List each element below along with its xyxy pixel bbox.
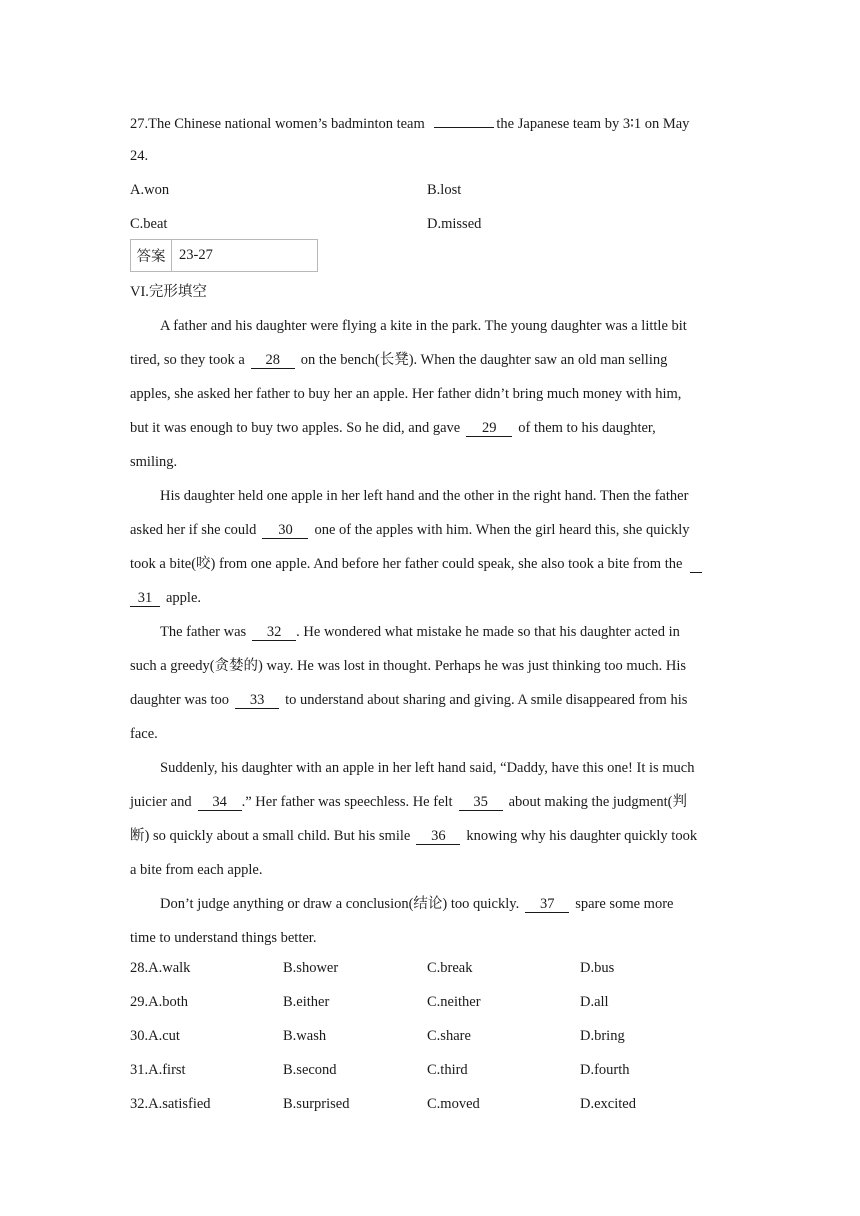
passage-line: His daughter held one apple in her left hand and the other in the right hand. Then the father <box>160 488 689 504</box>
q27-option-c: C.beat <box>130 216 168 232</box>
passage-text: . He wondered what mistake he made so that his daughter acted in <box>296 624 680 640</box>
passage-text: daughter was too <box>130 692 230 708</box>
choice-28-a: 28.A.walk <box>130 960 191 976</box>
blank-31: 31 <box>130 590 160 607</box>
passage-text: took a bite(咬) from one apple. And before her father could speak, she also took a bite from the <box>130 556 683 572</box>
answer-value: 23-27 <box>179 247 213 263</box>
passage-line: such a greedy(贪婪的) way. He was lost in thought. Perhaps he was just thinking too much. His <box>130 658 687 674</box>
choice-29-d: D.all <box>580 994 609 1010</box>
choice-29-b: B.either <box>283 994 330 1010</box>
passage-line <box>160 623 680 641</box>
passage-line <box>130 521 689 539</box>
blank-35: 35 <box>459 794 503 811</box>
passage-text: spare some more <box>575 896 674 912</box>
passage-text: about making the judgment(判 <box>508 794 687 810</box>
choice-29-c: C.neither <box>427 994 481 1010</box>
passage-text: The father was <box>160 624 247 640</box>
q27-option-b: B.lost <box>427 182 462 198</box>
passage-line: face. <box>130 726 158 742</box>
choice-30-b: B.wash <box>283 1028 327 1044</box>
passage-text: on the bench(长凳). When the daughter saw an old man selling <box>300 352 668 368</box>
q27-stem-part1: 27.The Chinese national women’s badminton team <box>130 116 425 132</box>
passage-line: time to understand things better. <box>130 930 317 946</box>
passage-text: 断) so quickly about a small child. But his smile <box>130 828 411 844</box>
passage-line <box>130 555 708 573</box>
blank-32: 32 <box>252 624 296 641</box>
answer-box <box>130 239 318 272</box>
choice-31-a: 31.A.first <box>130 1062 186 1078</box>
passage-line <box>130 589 201 607</box>
passage-line: apples, she asked her father to buy her an apple. Her father didn’t bring much money with him, <box>130 386 682 402</box>
section-title: VI.完形填空 <box>130 284 207 300</box>
q27-stem-part2: the Japanese team by 3∶1 on May <box>496 116 690 132</box>
passage-text: asked her if she could <box>130 522 257 538</box>
blank-34: 34 <box>198 794 242 811</box>
choice-30-d: D.bring <box>580 1028 625 1044</box>
q27-option-d: D.missed <box>427 216 482 232</box>
choice-30-c: C.share <box>427 1028 471 1044</box>
choice-28-b: B.shower <box>283 960 339 976</box>
passage-line: Suddenly, his daughter with an apple in her left hand said, “Daddy, have this one! It is much <box>160 760 695 776</box>
choice-31-b: B.second <box>283 1062 337 1078</box>
passage-text: .” Her father was speechless. He felt <box>241 794 453 810</box>
blank-36: 36 <box>416 828 460 845</box>
blank-30: 30 <box>262 522 308 539</box>
q27-option-a: A.won <box>130 182 170 198</box>
choice-28-c: C.break <box>427 960 473 976</box>
passage-text: of them to his daughter, <box>518 420 656 436</box>
blank-29: 29 <box>466 420 512 437</box>
q27-stem-line1 <box>130 113 689 133</box>
passage-line: A father and his daughter were flying a kite in the park. The young daughter was a little bit <box>160 318 687 334</box>
passage-text: one of the apples with him. When the girl heard this, she quickly <box>314 522 690 538</box>
passage-line <box>160 895 673 913</box>
choice-32-c: C.moved <box>427 1096 480 1112</box>
passage-line: smiling. <box>130 454 178 470</box>
choice-32-b: B.surprised <box>283 1096 350 1112</box>
choice-28-d: D.bus <box>580 960 615 976</box>
passage-text: to understand about sharing and giving. A smile disappeared from his <box>285 692 688 708</box>
passage-text: but it was enough to buy two apples. So he did, and gave <box>130 420 461 436</box>
blank-37: 37 <box>525 896 569 913</box>
passage-text: juicier and <box>130 794 192 810</box>
passage-line <box>130 419 656 437</box>
choice-31-c: C.third <box>427 1062 468 1078</box>
choice-31-d: D.fourth <box>580 1062 630 1078</box>
passage-line <box>130 691 687 709</box>
choice-32-d: D.excited <box>580 1096 636 1112</box>
passage-line: a bite from each apple. <box>130 862 263 878</box>
passage-text: tired, so they took a <box>130 352 245 368</box>
passage-text: knowing why his daughter quickly took <box>466 828 698 844</box>
passage-line <box>130 351 667 369</box>
q27-blank <box>434 113 494 128</box>
passage-text: Don’t judge anything or draw a conclusion(结论) too quickly. <box>160 896 520 912</box>
blank-31-start <box>690 556 702 573</box>
q27-stem-line2: 24. <box>130 148 149 164</box>
blank-28: 28 <box>251 352 295 369</box>
passage-line <box>130 793 687 811</box>
choice-32-a: 32.A.satisfied <box>130 1096 211 1112</box>
blank-33: 33 <box>235 692 279 709</box>
choice-30-a: 30.A.cut <box>130 1028 180 1044</box>
passage-text: apple. <box>166 590 202 606</box>
passage-line <box>130 827 697 845</box>
answer-label: 答案 <box>131 240 172 271</box>
choice-29-a: 29.A.both <box>130 994 188 1010</box>
